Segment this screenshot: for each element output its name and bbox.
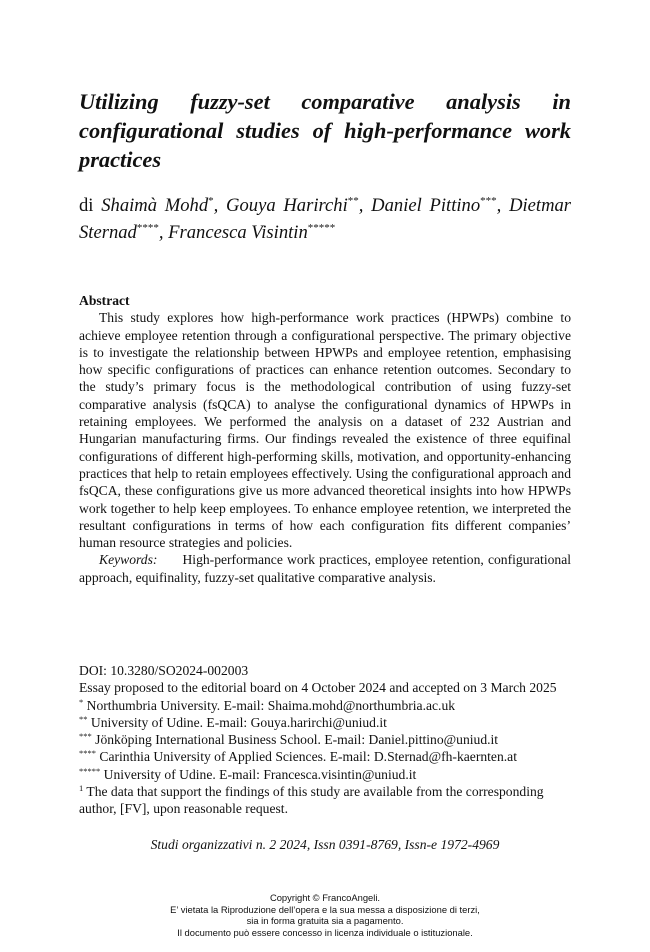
author-separator: ,	[213, 195, 227, 216]
author-separator: ,	[496, 195, 510, 216]
affiliation-text: Carinthia University of Applied Sciences. E-mail: D.Sternad@fh-kaernten.at	[96, 749, 517, 765]
author-name: Gouya Harirchi	[226, 195, 348, 216]
affiliation-item	[79, 697, 571, 714]
affiliation-list	[79, 697, 571, 818]
keywords-label: Keywords:	[99, 552, 158, 568]
abstract-body: This study explores how high-performance work practices (HPWPs) combine to achieve employee retention through a configurational perspective. The primary objective is to investigate the relationship between HPWPs and employee retention, emphasising how specific configurations of practices can enhance retention outcomes. Secondary to the study’s primary focus is the methodological contribution of using fuzzy-set comparative analysis (fsQCA) to analyse the configurational dynamics of HPWPs in retaining employees. We performed the analysis on a dataset of 232 Austrian and Hungarian manufacturing firms. Our findings revealed the existence of three equifinal configurations of different high-performing skills, motivation, and opportunity-enhancing practices that help to retain employees effectively. Using the configurational approach and fsQCA, these configurations give us more advanced theoretical insights into how HPWPs work together to help keep employees. To enhance employee retention, we interpreted the resultant configurations in terms of how each configuration fits different companies’ human resource strategies and policies.	[79, 310, 571, 551]
affiliation-mark: *****	[79, 765, 101, 776]
affiliation-mark: 1	[79, 783, 84, 794]
affiliation-text: University of Udine. E-mail: Gouya.harirchi@uniud.it	[87, 714, 387, 730]
affiliation-mark: **	[79, 713, 88, 724]
copyright-line: sia in forma gratuita sia a pagamento.	[246, 915, 404, 927]
affiliation-item	[79, 748, 571, 765]
author-mark: *	[208, 195, 214, 207]
journal-citation: Studi organizzativi n. 2 2024, Issn 0391-8769, Issn-e 1972-4969	[150, 837, 500, 852]
author-mark: ***	[480, 195, 497, 207]
author-mark: ****	[136, 222, 159, 234]
affiliation-text: The data that support the findings of this study are available from the corresponding author, [FV], upon reasonable request.	[79, 784, 544, 817]
copyright-line: Il documento può essere concesso in licenza individuale o istituzionale.	[177, 926, 473, 938]
affiliation-mark: *	[79, 696, 84, 707]
author-name: Francesca Visintin	[168, 222, 308, 243]
author-list	[79, 195, 571, 243]
author-mark: **	[347, 195, 359, 207]
copyright-line: Copyright © FrancoAngeli.	[269, 892, 381, 903]
author-name: Shaimà Mohd	[101, 195, 209, 216]
affiliation-item	[79, 714, 571, 731]
author-line	[79, 192, 571, 246]
affiliation-item	[79, 731, 571, 748]
affiliation-item	[79, 783, 571, 818]
affiliation-text: Northumbria University. E-mail: Shaima.mohd@northumbria.ac.uk	[83, 697, 456, 713]
keywords-text: High-performance work practices, employee retention, configurational approach, equifinality, fuzzy-set qualitative comparative analysis.	[79, 552, 572, 585]
front-matter-notes	[79, 662, 571, 818]
author-name: Daniel Pittino	[371, 195, 481, 216]
author-name: Dietmar Sternad	[79, 195, 572, 243]
affiliation-item	[79, 766, 571, 783]
keywords-paragraph	[79, 551, 571, 586]
paper-title: Utilizing fuzzy-set comparative analysis in configurational studies of high-performance work practices	[79, 89, 571, 172]
abstract-heading: Abstract	[79, 293, 130, 308]
author-mark: *****	[307, 222, 336, 234]
author-separator: ,	[158, 222, 169, 243]
affiliation-text: University of Udine. E-mail: Francesca.visintin@uniud.it	[100, 766, 417, 782]
doi-line: DOI: 10.3280/SO2024-002003	[79, 663, 249, 678]
copyright-notice	[0, 892, 650, 938]
affiliation-mark: ***	[79, 731, 92, 742]
essay-dates: Essay proposed to the editorial board on 4 October 2024 and accepted on 3 March 2025	[79, 680, 557, 696]
author-prefix: di	[79, 195, 94, 216]
affiliation-text: Jönköping International Business School. E-mail: Daniel.pittino@uniud.it	[91, 732, 499, 748]
affiliation-mark: ****	[79, 748, 96, 759]
abstract-section	[79, 292, 571, 586]
copyright-line: E’ vietata la Riproduzione dell’opera e la sua messa a disposizione di terzi,	[170, 903, 480, 915]
author-separator: ,	[358, 195, 372, 216]
